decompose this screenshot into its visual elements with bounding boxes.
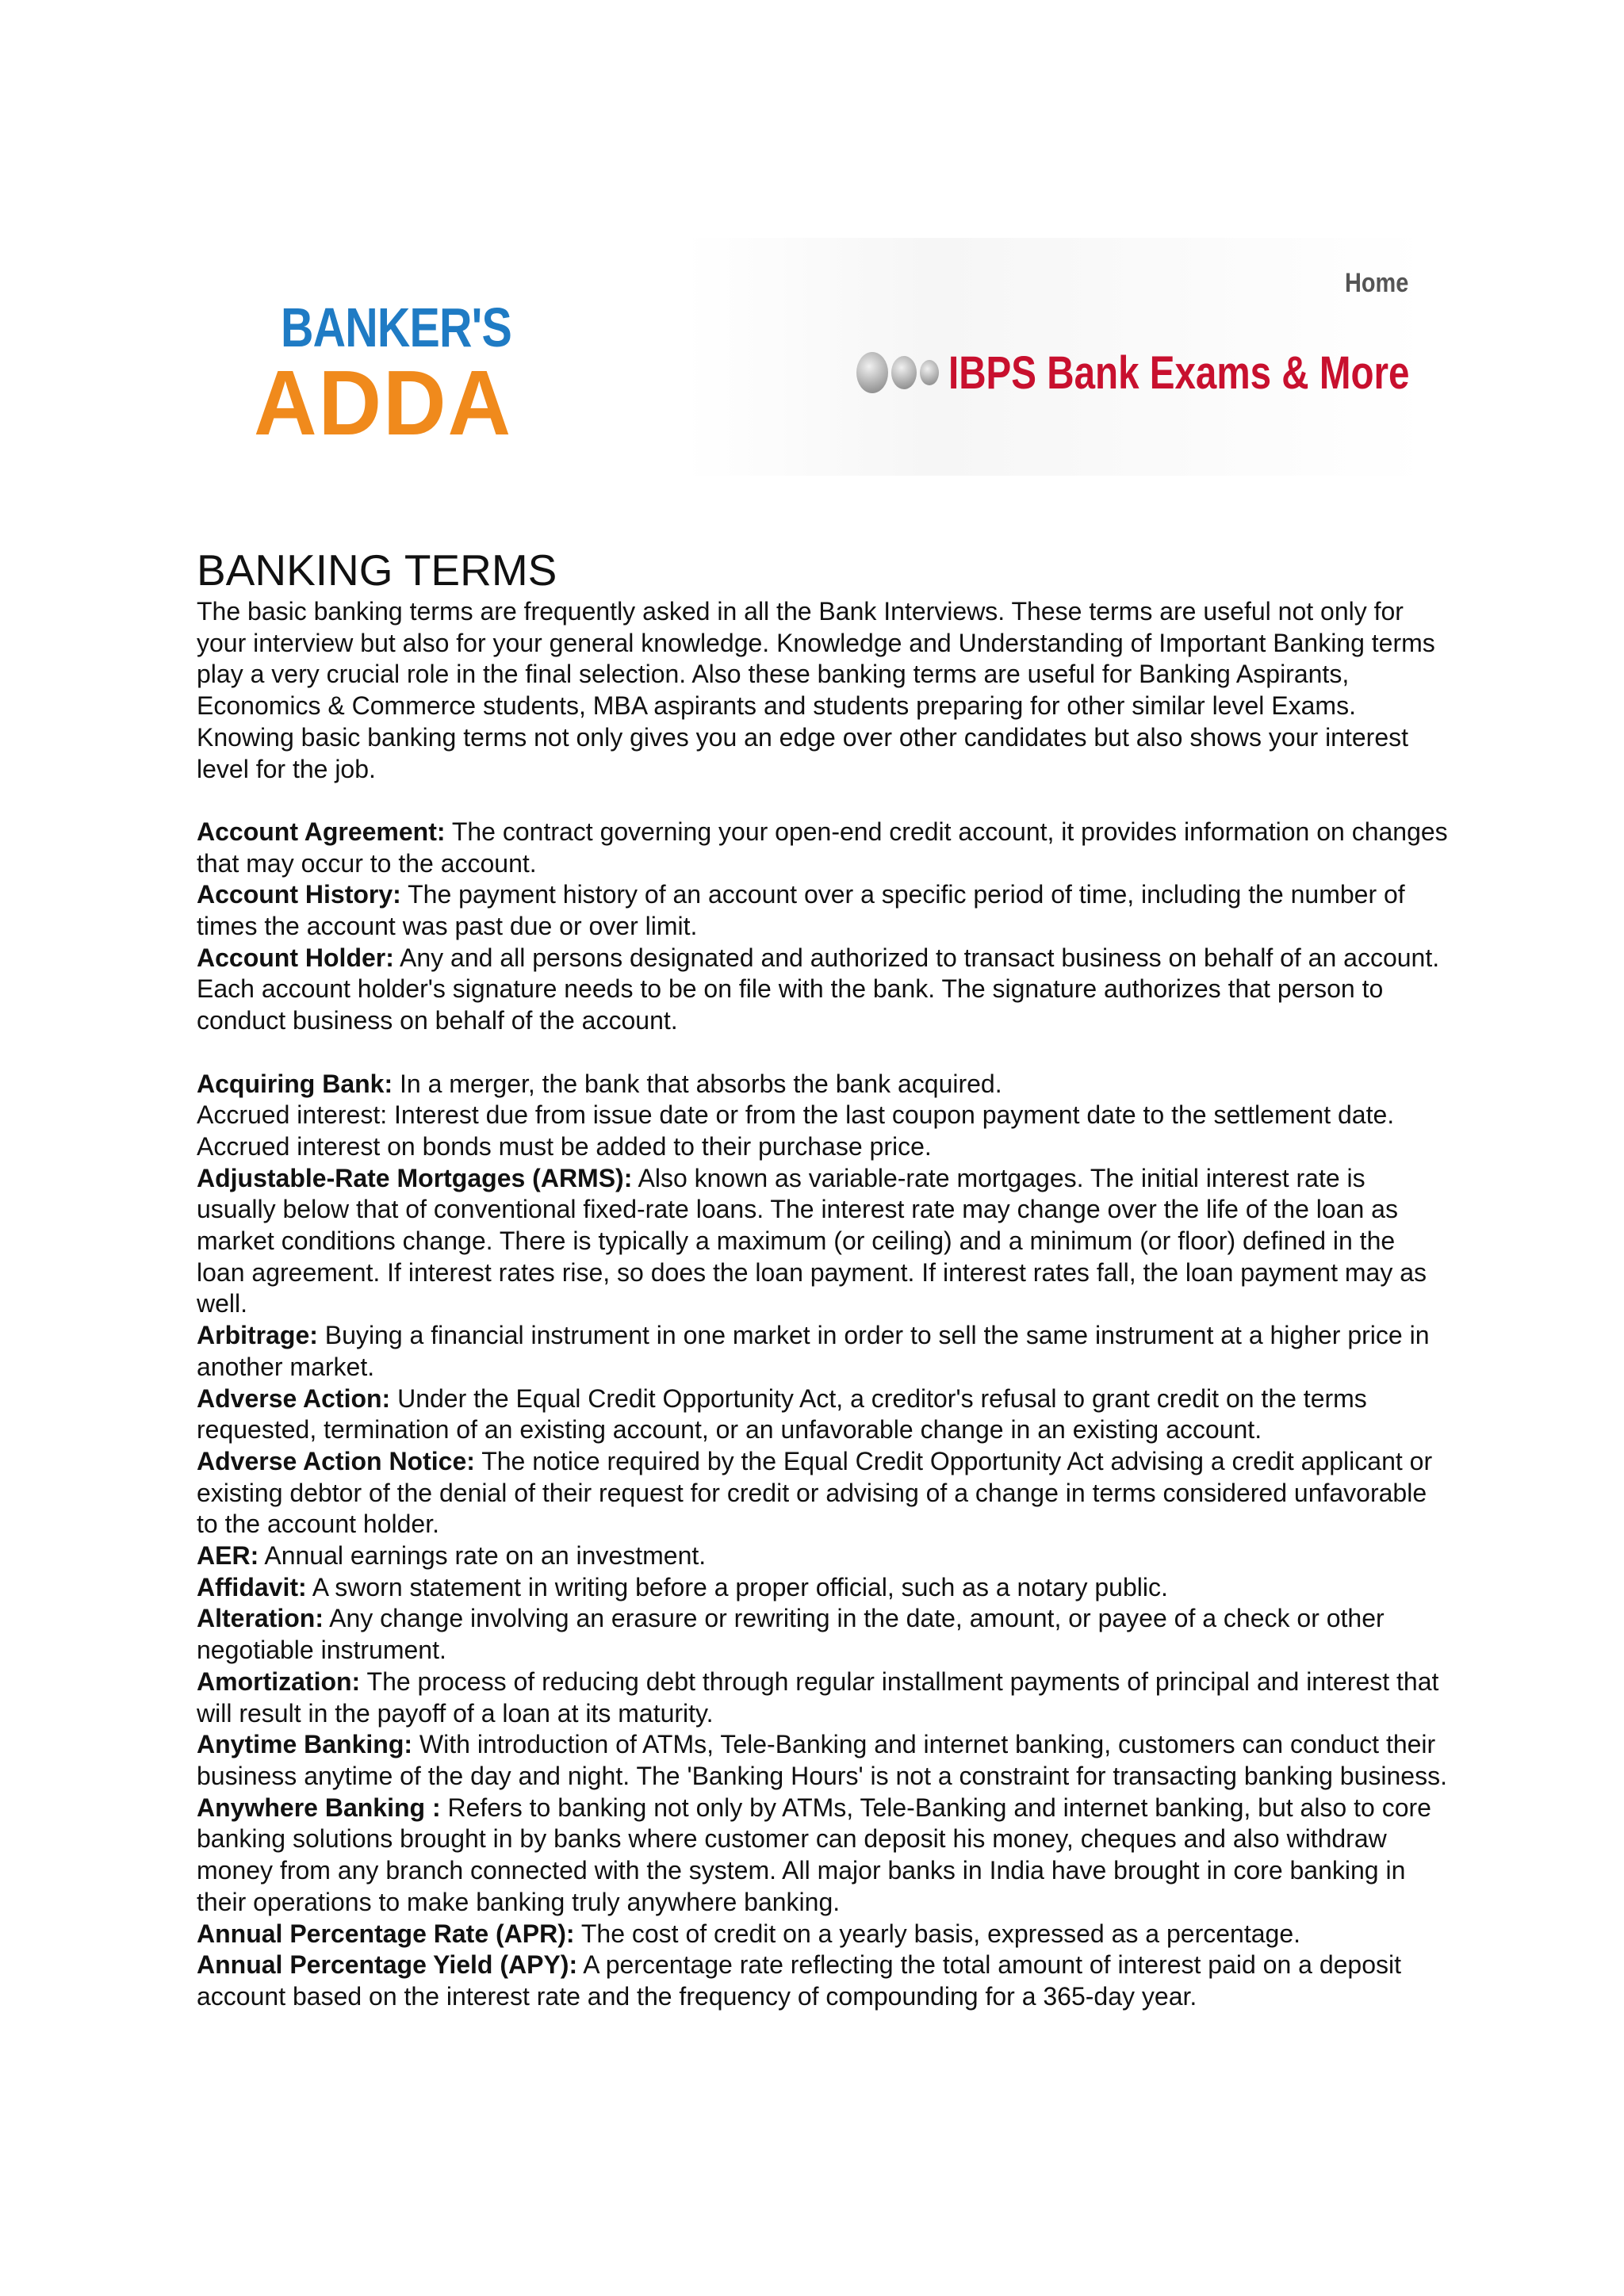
site-header xyxy=(190,238,1427,476)
term-entry xyxy=(197,1383,1450,1446)
tagline-text: IBPS Bank Exams & More xyxy=(948,346,1410,399)
term-name: Amortization: xyxy=(197,1667,361,1696)
term-entry xyxy=(197,943,1450,1037)
term-name: Acquiring Bank: xyxy=(197,1069,393,1098)
term-entry xyxy=(197,1729,1450,1792)
term-definition: The notice required by the Equal Credit Opportunity Act advising a credit applicant or existing debtor of the denial of their request for credit or advising of a change in terms considered unfavorable to the account holder. xyxy=(197,1446,1433,1539)
term-entry xyxy=(197,1446,1450,1540)
spacer xyxy=(197,785,1450,817)
bankers-adda-logo[interactable] xyxy=(254,293,523,452)
circle-icon xyxy=(856,352,888,393)
term-name: Alteration: xyxy=(197,1604,324,1633)
term-definition: In a merger, the bank that absorbs the bank acquired. xyxy=(393,1069,1002,1098)
page-title: BANKING TERMS xyxy=(197,545,557,595)
term-definition: Refers to banking not only by ATMs, Tele-Banking and internet banking, but also to core banking solutions brought in by banks where customer can deposit his money, cheques and also withdraw money from any branch connected with the system. All major banks in India have brought in core banking in their operations to make banking truly anywhere banking. xyxy=(197,1793,1431,1916)
term-name: AER: xyxy=(197,1541,259,1571)
term-name: Anywhere Banking : xyxy=(197,1793,441,1822)
term-entry xyxy=(197,817,1450,879)
term-definition: Accrued interest: Interest due from issue date or from the last coupon payment date to the settlement date. Accrued interest on bonds must be added to their purchase price. xyxy=(197,1100,1395,1161)
spacer xyxy=(197,1037,1450,1069)
term-name: Anytime Banking: xyxy=(197,1730,413,1759)
term-name: Affidavit: xyxy=(197,1572,307,1601)
term-entry xyxy=(197,1320,1450,1383)
term-name: Adjustable-Rate Mortgages (ARMS): xyxy=(197,1163,633,1192)
term-definition: Any and all persons designated and authorized to transact business on behalf of an account. Each account holder's signature needs to be on file with the bank. The signature authorizes that person to conduct business on behalf of the account. xyxy=(197,943,1440,1035)
term-name: Annual Percentage Rate (APR): xyxy=(197,1919,575,1948)
term-name: Annual Percentage Yield (APY): xyxy=(197,1950,578,1980)
circle-icon xyxy=(920,360,939,385)
document-body xyxy=(197,544,1450,2013)
term-name: Adverse Action: xyxy=(197,1383,391,1413)
term-entry xyxy=(197,1919,1450,1950)
term-definition: With introduction of ATMs, Tele-Banking and internet banking, customers can conduct their business anytime of the day and night. The 'Banking Hours' is not a constraint for transacting banking business. xyxy=(197,1730,1447,1790)
term-definition: A sworn statement in writing before a proper official, such as a notary public. xyxy=(306,1572,1168,1601)
intro-paragraph: Knowing basic banking terms not only gives you an edge over other candidates but also shows your interest level for the job. xyxy=(197,722,1408,783)
term-entry xyxy=(197,879,1450,942)
term-name: Adverse Action Notice: xyxy=(197,1446,475,1475)
home-link[interactable]: Home xyxy=(1345,268,1409,298)
term-definition: The cost of credit on a yearly basis, expressed as a percentage. xyxy=(574,1919,1300,1948)
tagline-banner xyxy=(856,341,1511,404)
term-definition: The payment history of an account over a specific period of time, including the number of times the account was past due or over limit. xyxy=(197,880,1405,941)
term-name: Account Holder: xyxy=(197,943,394,972)
term-definition: Buying a financial instrument in one market in order to sell the same instrument at a higher price in another market. xyxy=(197,1321,1430,1381)
term-definition: Under the Equal Credit Opportunity Act, a creditor's refusal to grant credit on the terms requested, termination of an existing account, or an unfavorable change in an existing account. xyxy=(197,1383,1367,1445)
intro-paragraph: The basic banking terms are frequently asked in all the Bank Interviews. These terms are useful not only for your interview but also for your general knowledge. Knowledge and Understanding of Important Banking terms play a very crucial role in the final selection. Also these banking terms are useful for Banking Aspirants, Economics & Commerce students, MBA aspirants and students preparing for other similar level Exams. xyxy=(197,597,1435,721)
term-definition: The process of reducing debt through regular installment payments of principal and interest that will result in the payoff of a loan at its maturity. xyxy=(197,1667,1439,1728)
logo-bottom-text: ADDA xyxy=(254,351,512,454)
term-name: Account History: xyxy=(197,880,401,909)
term-definition: A percentage rate reflecting the total amount of interest paid on a deposit account based on the interest rate and the frequency of compounding for a 365-day year. xyxy=(197,1950,1402,2011)
circle-icon xyxy=(891,356,917,389)
term-name: Arbitrage: xyxy=(197,1321,318,1350)
term-entry xyxy=(197,1793,1450,1919)
term-definition: Annual earnings rate on an investment. xyxy=(259,1541,707,1571)
term-entry xyxy=(197,1667,1450,1729)
term-name: Account Agreement: xyxy=(197,817,446,846)
term-definition: Any change involving an erasure or rewriting in the date, amount, or payee of a check or other negotiable instrument. xyxy=(197,1604,1385,1665)
term-definition: Also known as variable-rate mortgages. The initial interest rate is usually below that of conventional fixed-rate loans. The interest rate may change over the life of the loan as market conditions change. There is typically a maximum (or ceiling) and a minimum (or floor) defined in the loan agreement. If interest rates rise, so does the loan payment. If interest rates fall, the loan payment may as well. xyxy=(197,1163,1427,1318)
term-entry xyxy=(197,1163,1450,1321)
term-entry xyxy=(197,1572,1450,1604)
term-entry xyxy=(197,1069,1450,1100)
term-entry xyxy=(197,1540,1450,1572)
term-definition: The contract governing your open-end credit account, it provides information on changes that may occur to the account. xyxy=(197,817,1448,878)
term-entry xyxy=(197,1950,1450,2012)
term-entry xyxy=(197,1100,1450,1162)
term-entry xyxy=(197,1603,1450,1666)
logo-top-text: BANKER'S xyxy=(281,297,511,358)
